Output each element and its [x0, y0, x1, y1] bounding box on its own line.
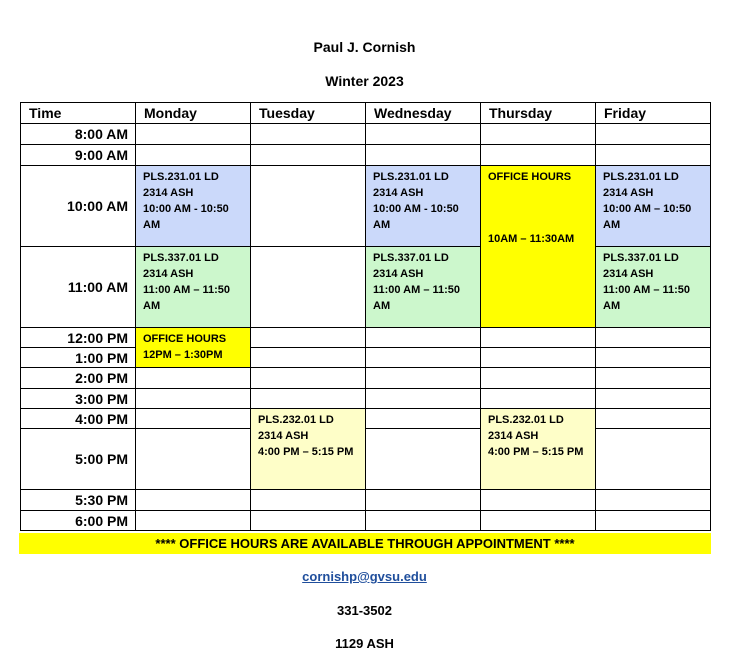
table-row [21, 328, 711, 348]
event-room: 2314 ASH [373, 187, 424, 199]
slot-cell [136, 429, 251, 490]
slot-cell [596, 328, 711, 348]
event-course: PLS.232.01 LD [258, 414, 334, 426]
event-time: 10:00 AM - 10:50 AM [373, 203, 459, 231]
slot-cell [136, 409, 251, 429]
event-room: 2314 ASH [603, 187, 654, 199]
time-cell: 5:00 PM [21, 429, 136, 490]
event-course: PLS.232.01 LD [488, 414, 564, 426]
time-cell: 8:00 AM [21, 124, 136, 145]
time-cell: 5:30 PM [21, 490, 136, 511]
term-label: Winter 2023 [325, 73, 404, 89]
event-room: 2314 ASH [603, 268, 654, 280]
table-row [21, 124, 711, 145]
col-header-monday: Monday [136, 103, 251, 124]
slot-cell [251, 328, 366, 348]
slot-cell [481, 328, 596, 348]
slot-cell [596, 409, 711, 429]
table-row [21, 511, 711, 531]
event-pls231-monday [136, 166, 251, 247]
event-room: 2314 ASH [373, 268, 424, 280]
slot-cell [251, 511, 366, 531]
table-row [21, 145, 711, 166]
slot-cell [251, 124, 366, 145]
slot-cell [481, 389, 596, 409]
slot-cell [596, 429, 711, 490]
slot-cell [136, 145, 251, 166]
event-title: OFFICE HOURS [488, 171, 572, 183]
event-time: 4:00 PM – 5:15 PM [488, 446, 584, 458]
time-cell: 10:00 AM [21, 166, 136, 247]
time-cell: 3:00 PM [21, 389, 136, 409]
col-header-tuesday: Tuesday [251, 103, 366, 124]
event-room: 2314 ASH [143, 268, 194, 280]
office-room: 1129 ASH [335, 636, 394, 651]
event-time: 4:00 PM – 5:15 PM [258, 446, 354, 458]
table-row [21, 247, 711, 328]
event-course: PLS.337.01 LD [373, 252, 449, 264]
slot-cell [366, 511, 481, 531]
time-cell: 4:00 PM [21, 409, 136, 429]
slot-cell [251, 166, 366, 247]
header-row [21, 103, 711, 124]
slot-cell [481, 490, 596, 511]
slot-cell [366, 429, 481, 490]
event-course: PLS.231.01 LD [143, 171, 219, 183]
office-hours-notice: **** OFFICE HOURS ARE AVAILABLE THROUGH APPOINTMENT **** [19, 533, 711, 554]
schedule-table [20, 102, 711, 531]
event-office-hours-thursday [481, 166, 596, 328]
event-time: 10:00 AM - 10:50 AM [143, 203, 229, 231]
slot-cell [136, 124, 251, 145]
slot-cell [596, 511, 711, 531]
slot-cell [136, 490, 251, 511]
table-row [21, 490, 711, 511]
event-pls337-friday [596, 247, 711, 328]
event-time: 11:00 AM – 11:50 AM [603, 284, 691, 312]
col-header-time: Time [21, 103, 136, 124]
event-office-hours-monday [136, 328, 251, 368]
col-header-thursday: Thursday [481, 103, 596, 124]
slot-cell [596, 124, 711, 145]
slot-cell [136, 368, 251, 389]
slot-cell [136, 389, 251, 409]
slot-cell [251, 368, 366, 389]
event-pls231-wednesday [366, 166, 481, 247]
time-cell: 9:00 AM [21, 145, 136, 166]
time-cell: 11:00 AM [21, 247, 136, 328]
email-line [0, 569, 729, 584]
slot-cell [366, 490, 481, 511]
event-room: 2314 ASH [488, 430, 539, 442]
event-time: 10:00 AM – 10:50 AM [603, 203, 692, 231]
table-row [21, 409, 711, 429]
event-course: PLS.337.01 LD [603, 252, 679, 264]
spacer [488, 185, 591, 231]
event-course: PLS.231.01 LD [603, 171, 679, 183]
slot-cell [251, 490, 366, 511]
slot-cell [251, 145, 366, 166]
event-pls232-tuesday [251, 409, 366, 490]
event-pls337-wednesday [366, 247, 481, 328]
event-pls232-thursday [481, 409, 596, 490]
event-course: PLS.231.01 LD [373, 171, 449, 183]
slot-cell [251, 348, 366, 368]
slot-cell [481, 368, 596, 389]
slot-cell [251, 247, 366, 328]
event-course: PLS.337.01 LD [143, 252, 219, 264]
slot-cell [366, 124, 481, 145]
time-cell: 2:00 PM [21, 368, 136, 389]
time-cell: 12:00 PM [21, 328, 136, 348]
slot-cell [596, 145, 711, 166]
event-time: 12PM – 1:30PM [143, 349, 223, 361]
table-row [21, 166, 711, 247]
slot-cell [481, 124, 596, 145]
slot-cell [596, 389, 711, 409]
event-time: 10AM – 11:30AM [488, 233, 575, 245]
slot-cell [596, 368, 711, 389]
slot-cell [481, 511, 596, 531]
event-room: 2314 ASH [143, 187, 194, 199]
email-link[interactable]: cornishp@gvsu.edu [302, 569, 427, 584]
event-time: 11:00 AM – 11:50 AM [373, 284, 461, 312]
table-row [21, 368, 711, 389]
slot-cell [366, 145, 481, 166]
time-cell: 6:00 PM [21, 511, 136, 531]
col-header-friday: Friday [596, 103, 711, 124]
event-pls337-monday [136, 247, 251, 328]
page-title: Paul J. Cornish [313, 39, 416, 55]
table-row [21, 429, 711, 490]
slot-cell [481, 145, 596, 166]
col-header-wednesday: Wednesday [366, 103, 481, 124]
slot-cell [366, 409, 481, 429]
slot-cell [366, 389, 481, 409]
event-pls231-friday [596, 166, 711, 247]
event-title: OFFICE HOURS [143, 333, 227, 345]
table-row [21, 348, 711, 368]
slot-cell [366, 328, 481, 348]
slot-cell [596, 490, 711, 511]
table-row [21, 389, 711, 409]
event-room: 2314 ASH [258, 430, 309, 442]
phone-number: 331-3502 [337, 603, 392, 618]
slot-cell [136, 511, 251, 531]
slot-cell [251, 389, 366, 409]
slot-cell [481, 348, 596, 368]
slot-cell [366, 368, 481, 389]
slot-cell [366, 348, 481, 368]
time-cell: 1:00 PM [21, 348, 136, 368]
slot-cell [596, 348, 711, 368]
event-time: 11:00 AM – 11:50 AM [143, 284, 231, 312]
